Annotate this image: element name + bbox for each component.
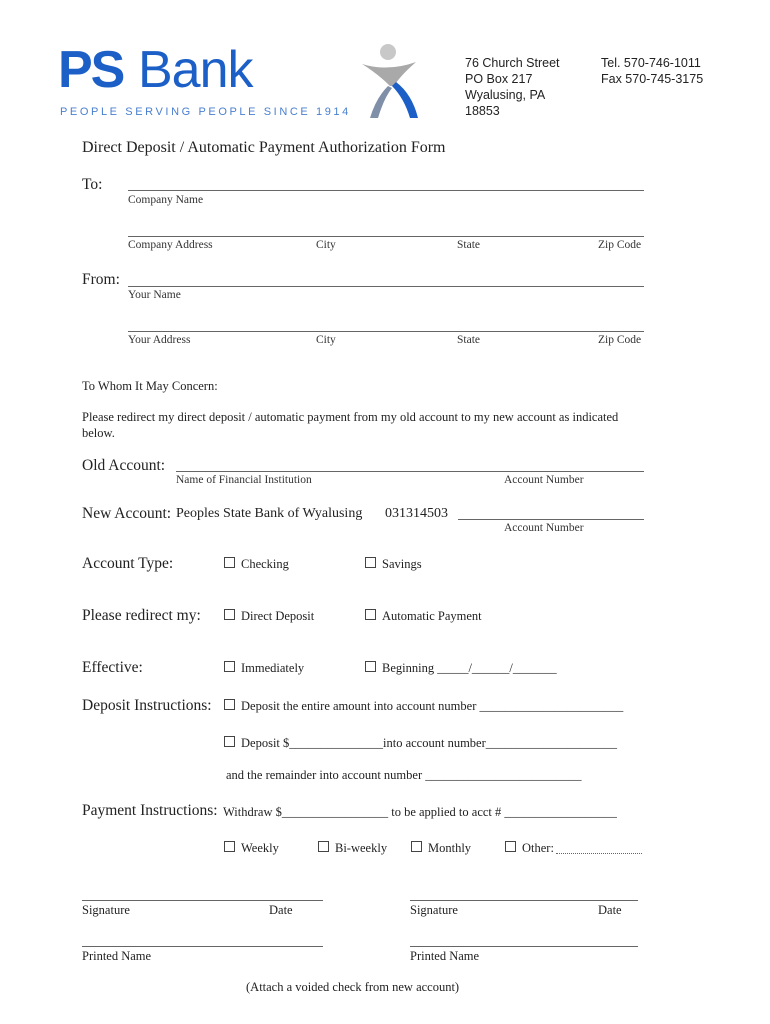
other-option[interactable] bbox=[505, 841, 554, 856]
your-city-caption: City bbox=[316, 334, 336, 346]
deposit-entire-option[interactable] bbox=[224, 699, 623, 714]
new-account-number-line[interactable] bbox=[458, 519, 644, 520]
deposit-amount-label: Deposit $_______________into account number_____________________ bbox=[241, 736, 618, 750]
checking-label: Checking bbox=[241, 557, 289, 571]
address-line: 18853 bbox=[465, 104, 500, 118]
checkbox-icon[interactable] bbox=[224, 661, 235, 672]
address-line: 76 Church Street bbox=[465, 56, 560, 70]
your-state-caption: State bbox=[457, 334, 480, 346]
company-city-caption: City bbox=[316, 239, 336, 251]
deposit-instructions-label: Deposit Instructions: bbox=[82, 697, 212, 714]
new-account-label: New Account: bbox=[82, 505, 172, 522]
from-label: From: bbox=[82, 271, 120, 288]
your-name-line[interactable] bbox=[128, 286, 644, 287]
greeting: To Whom It May Concern: bbox=[82, 379, 218, 393]
checkbox-icon[interactable] bbox=[365, 609, 376, 620]
company-address-caption: Company Address bbox=[128, 239, 213, 251]
automatic-payment-option[interactable] bbox=[365, 609, 482, 624]
fax-line: Fax 570-745-3175 bbox=[601, 72, 704, 86]
savings-option[interactable] bbox=[365, 557, 422, 572]
redirect-label: Please redirect my: bbox=[82, 607, 201, 624]
checkbox-icon[interactable] bbox=[224, 609, 235, 620]
logo-figure-icon bbox=[356, 42, 424, 120]
routing-number: 031314503 bbox=[385, 506, 448, 521]
address-line: PO Box 217 bbox=[465, 72, 533, 86]
company-state-caption: State bbox=[457, 239, 480, 251]
company-address-line[interactable] bbox=[128, 236, 644, 237]
checking-option[interactable] bbox=[224, 557, 289, 572]
your-address-line[interactable] bbox=[128, 331, 644, 332]
account-type-label: Account Type: bbox=[82, 555, 174, 572]
your-address-caption: Your Address bbox=[128, 334, 191, 346]
new-bank-name: Peoples State Bank of Wyalusing bbox=[176, 506, 363, 521]
company-name-caption: Company Name bbox=[128, 194, 204, 206]
logo-bank-text: Bank bbox=[138, 41, 253, 99]
withdraw-text: Withdraw $_________________ to be applied to acct # __________________ bbox=[223, 805, 617, 819]
direct-deposit-label: Direct Deposit bbox=[241, 609, 315, 623]
deposit-amount-option[interactable] bbox=[224, 736, 617, 751]
phone-line: Tel. 570-746-1011 bbox=[601, 56, 701, 70]
old-account-line[interactable] bbox=[176, 471, 644, 472]
fin-institution-caption: Name of Financial Institution bbox=[176, 474, 312, 486]
checkbox-icon[interactable] bbox=[224, 841, 235, 852]
to-label: To: bbox=[82, 176, 103, 193]
weekly-label: Weekly bbox=[241, 841, 279, 855]
checkbox-icon[interactable] bbox=[505, 841, 516, 852]
checkbox-icon[interactable] bbox=[365, 661, 376, 672]
checkbox-icon[interactable] bbox=[224, 699, 235, 710]
bank-address bbox=[465, 55, 560, 119]
beginning-label: Beginning _____/______/_______ bbox=[382, 661, 557, 675]
checkbox-icon[interactable] bbox=[224, 557, 235, 568]
logo-ps-text: PS bbox=[58, 41, 124, 99]
request-text-line2: below. bbox=[82, 426, 115, 440]
logo-tagline: PEOPLE SERVING PEOPLE SINCE 1914 bbox=[60, 106, 351, 118]
other-line[interactable] bbox=[556, 853, 642, 854]
deposit-entire-label: Deposit the entire amount into account number _______________________ bbox=[241, 699, 624, 713]
direct-deposit-option[interactable] bbox=[224, 609, 314, 624]
checkbox-icon[interactable] bbox=[318, 841, 329, 852]
immediately-label: Immediately bbox=[241, 661, 305, 675]
immediately-option[interactable] bbox=[224, 661, 304, 676]
date-caption-left: Date bbox=[269, 903, 293, 917]
printed-name-caption-right: Printed Name bbox=[410, 949, 480, 963]
monthly-option[interactable] bbox=[411, 841, 471, 856]
effective-label: Effective: bbox=[82, 659, 143, 676]
new-account-number-caption: Account Number bbox=[504, 522, 584, 534]
your-zip-caption: Zip Code bbox=[598, 334, 642, 346]
company-name-line[interactable] bbox=[128, 190, 644, 191]
checkbox-icon[interactable] bbox=[365, 557, 376, 568]
bank-phone bbox=[601, 55, 703, 87]
biweekly-option[interactable] bbox=[318, 841, 387, 856]
request-text-line1: Please redirect my direct deposit / automatic payment from my old account to my new account as indicated bbox=[82, 410, 619, 424]
signature-line-right[interactable] bbox=[410, 900, 638, 901]
beginning-option[interactable] bbox=[365, 661, 557, 676]
attach-note: (Attach a voided check from new account) bbox=[246, 980, 460, 994]
checkbox-icon[interactable] bbox=[224, 736, 235, 747]
savings-label: Savings bbox=[382, 557, 422, 571]
remainder-text: and the remainder into account number _________________________ bbox=[226, 768, 582, 782]
checkbox-icon[interactable] bbox=[411, 841, 422, 852]
payment-instructions-label: Payment Instructions: bbox=[82, 802, 218, 819]
signature-caption-right: Signature bbox=[410, 903, 458, 917]
signature-line-left[interactable] bbox=[82, 900, 323, 901]
company-zip-caption: Zip Code bbox=[598, 239, 642, 251]
biweekly-label: Bi-weekly bbox=[335, 841, 388, 855]
other-label: Other: bbox=[522, 841, 554, 855]
signature-caption-left: Signature bbox=[82, 903, 130, 917]
form-title: Direct Deposit / Automatic Payment Authorization Form bbox=[82, 139, 446, 156]
monthly-label: Monthly bbox=[428, 841, 472, 855]
weekly-option[interactable] bbox=[224, 841, 279, 856]
printed-name-line-right[interactable] bbox=[410, 946, 638, 947]
old-account-label: Old Account: bbox=[82, 457, 166, 474]
old-account-number-caption: Account Number bbox=[504, 474, 584, 486]
date-caption-right: Date bbox=[598, 903, 622, 917]
automatic-payment-label: Automatic Payment bbox=[382, 609, 482, 623]
printed-name-line-left[interactable] bbox=[82, 946, 323, 947]
printed-name-caption-left: Printed Name bbox=[82, 949, 152, 963]
bank-logo bbox=[58, 40, 428, 125]
address-line: Wyalusing, PA bbox=[465, 88, 546, 102]
your-name-caption: Your Name bbox=[128, 289, 181, 301]
